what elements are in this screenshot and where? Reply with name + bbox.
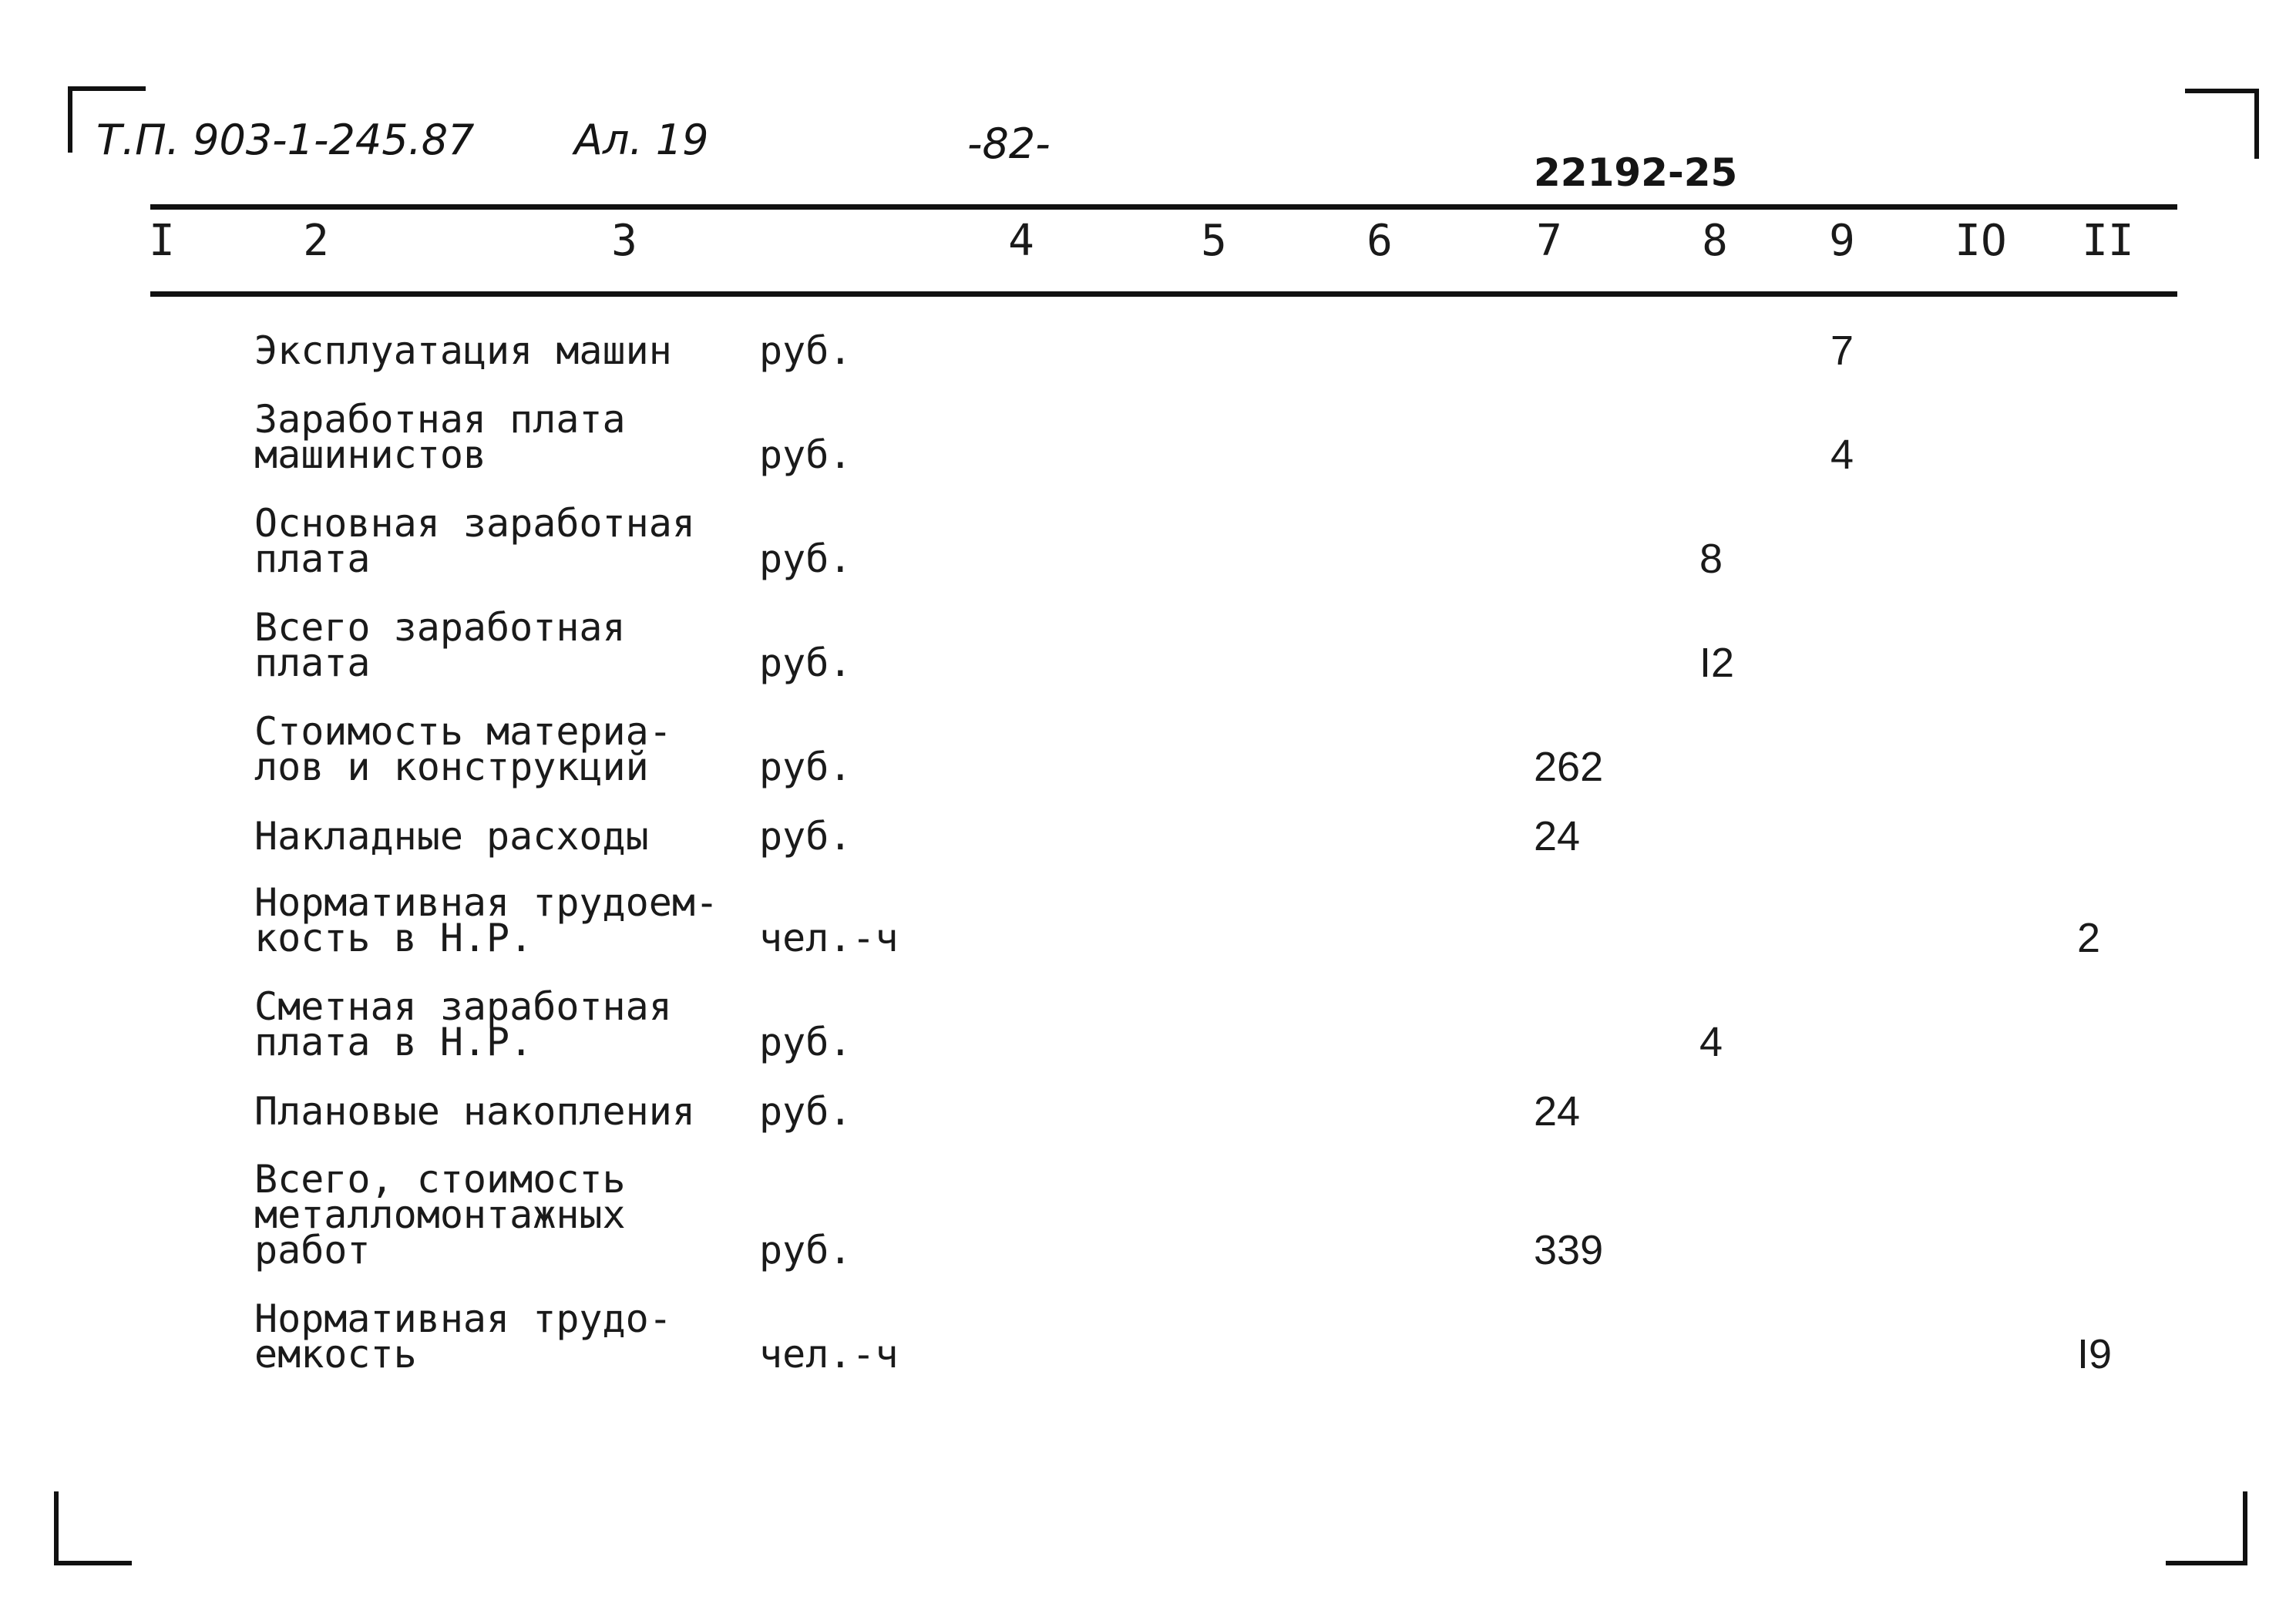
row-name: Всего, стоимость металломонтажных работ: [254, 1157, 626, 1273]
row-name: Плановые накопления: [254, 1089, 695, 1134]
document-number: 22192-25: [1534, 150, 1738, 195]
row-value: I9: [2077, 1331, 2113, 1377]
row-unit: чел.-ч: [759, 916, 899, 960]
row-name: Нормативная трудоем- кость в Н.Р.: [254, 880, 719, 960]
row-unit: руб.: [759, 641, 852, 685]
page-number: -82-: [967, 119, 1051, 168]
row-value: 24: [1534, 1088, 1581, 1135]
row-value: 7: [1830, 328, 1854, 374]
row-name: Эксплуатация машин: [254, 328, 672, 373]
row-name: Основная заработная плата: [254, 501, 695, 581]
row-name: Заработная плата машинистов: [254, 397, 626, 477]
column-number: 7: [1536, 216, 1562, 266]
row-unit: руб.: [759, 432, 852, 477]
corner-mark-bottom-left: [54, 1491, 132, 1565]
row-name: Стоимость материа- лов и конструкций: [254, 709, 672, 789]
row-unit: руб.: [759, 1020, 852, 1064]
column-number: IO: [1955, 216, 2007, 266]
row-name: Накладные расходы: [254, 814, 649, 859]
column-number: 9: [1829, 216, 1855, 266]
column-number: 2: [303, 216, 329, 266]
row-unit: руб.: [759, 328, 852, 373]
row-unit: руб.: [759, 814, 852, 859]
document-reference: Т.П. 903-1-245.87: [96, 116, 475, 164]
row-name: Всего заработная плата: [254, 605, 626, 685]
row-unit: руб.: [759, 536, 852, 581]
row-value: 4: [1699, 1019, 1723, 1065]
row-unit: руб.: [759, 1089, 852, 1134]
row-value: 8: [1699, 536, 1723, 582]
row-unit: руб.: [759, 745, 852, 789]
column-number: II: [2082, 216, 2134, 266]
row-value: 339: [1534, 1227, 1604, 1273]
row-unit: чел.-ч: [759, 1332, 899, 1377]
row-value: 262: [1534, 744, 1604, 790]
column-number: I: [149, 216, 175, 266]
column-number: 5: [1201, 216, 1227, 266]
column-number: 8: [1702, 216, 1728, 266]
row-value: 24: [1534, 813, 1581, 859]
column-number: 6: [1367, 216, 1393, 266]
album-number: Ал. 19: [574, 116, 709, 164]
row-name: Нормативная трудо- емкость: [254, 1296, 672, 1377]
row-unit: руб.: [759, 1228, 852, 1273]
row-value: 4: [1830, 432, 1854, 478]
row-value: 2: [2077, 915, 2101, 961]
column-number: 3: [611, 216, 637, 266]
row-value: I2: [1699, 640, 1735, 686]
row-name: Сметная заработная плата в Н.Р.: [254, 984, 672, 1064]
corner-mark-bottom-right: [2166, 1491, 2247, 1565]
column-number: 4: [1008, 216, 1034, 266]
